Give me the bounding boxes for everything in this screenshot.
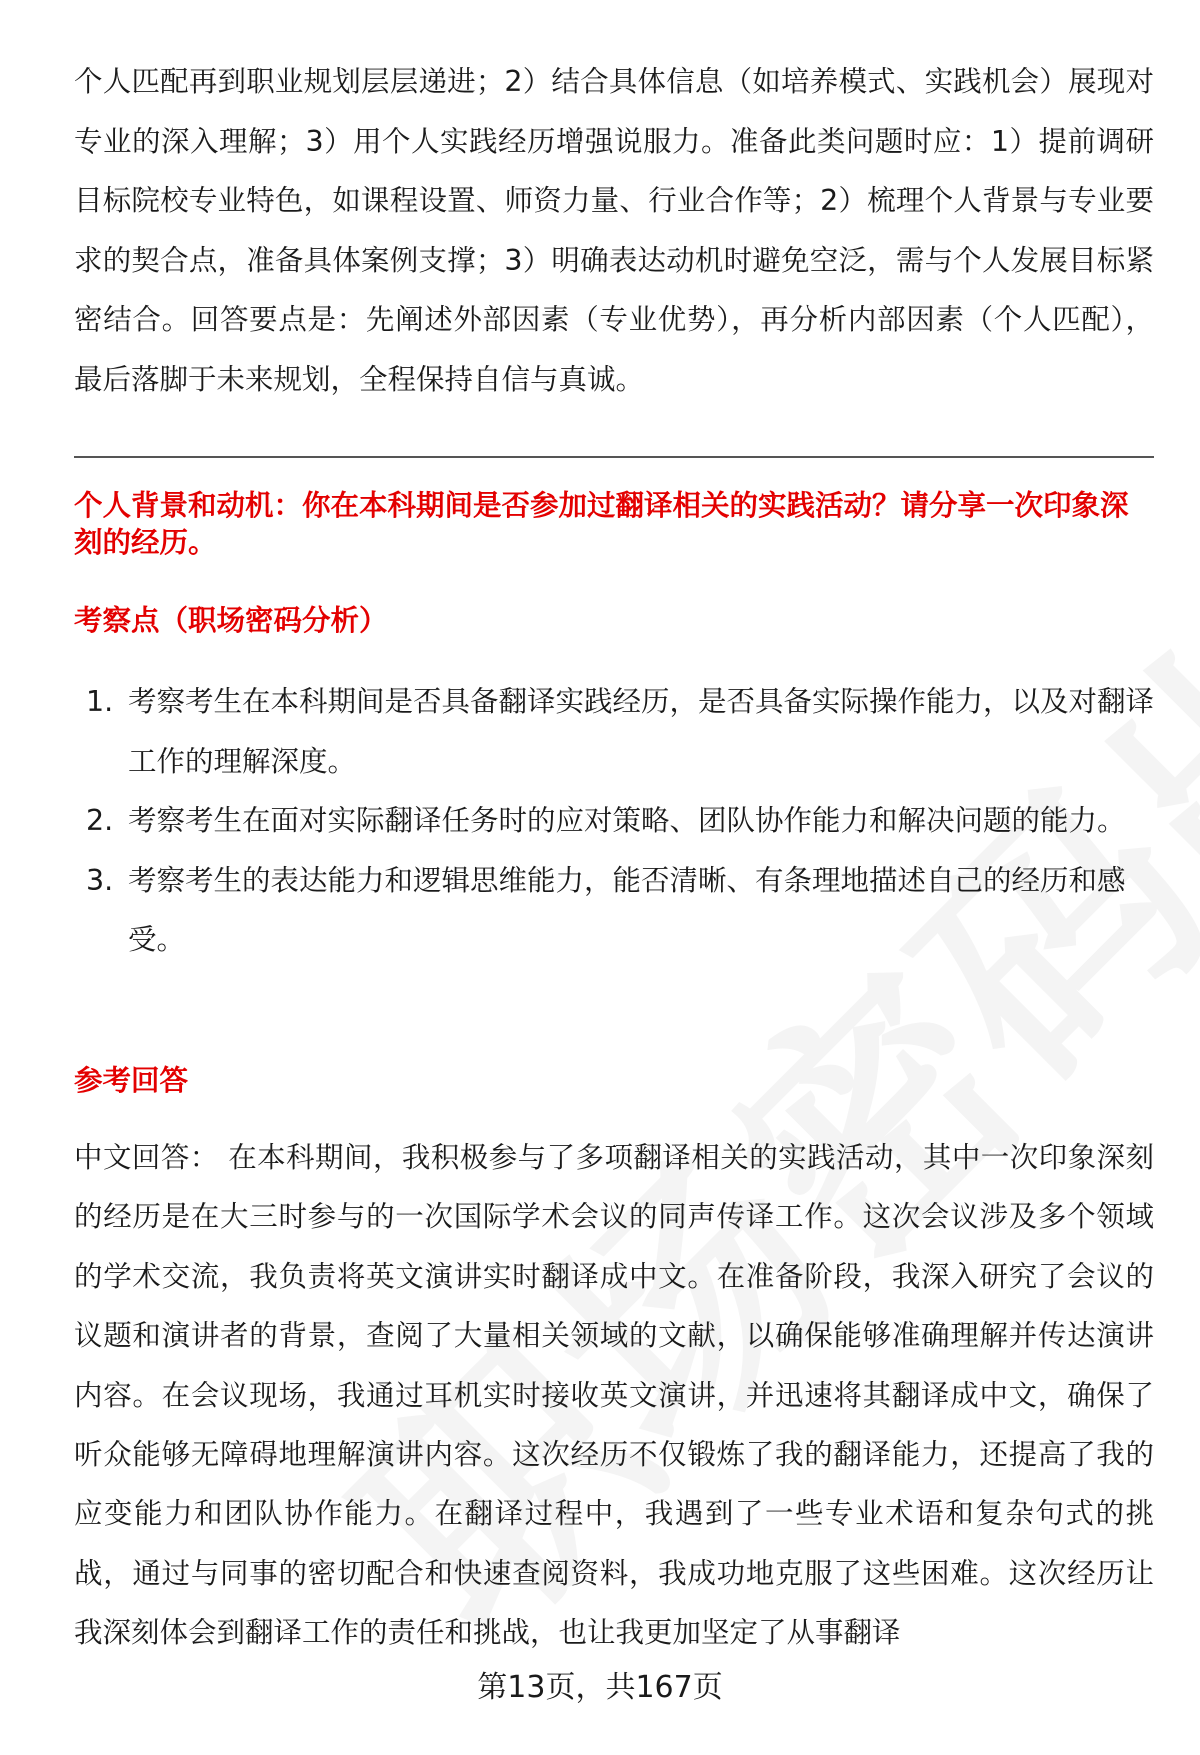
list-item-number: 3.	[86, 863, 114, 897]
list-item-text: 考察考生在本科期间是否具备翻译实践经历，是否具备实际操作能力，以及对翻译工作的理解深度。	[128, 685, 1155, 778]
exam-points-heading: 考察点（职场密码分析）	[74, 604, 388, 637]
list-item	[74, 672, 1154, 791]
list-item-number: 2.	[86, 804, 114, 838]
reference-answer-text: 中文回答： 在本科期间，我积极参与了多项翻译相关的实践活动，其中一次印象深刻的经历是在大三时参与的一次国际学术会议的同声传译工作。这次会议涉及多个领域的学术交流，我负责将英文演讲实时翻译成中文。在准备阶段，我深入研究了会议的议题和演讲者的背景，查阅了大量相关领域的文献，以确保能够准确理解并传达演讲内容。在会议现场，我通过耳机实时接收英文演讲，并迅速将其翻译成中文，确保了听众能够无障碍地理解演讲内容。这次经历不仅锻炼了我的翻译能力，还提高了我的应变能力和团队协作能力。在翻译过程中，我遇到了一些专业术语和复杂句式的挑战，通过与同事的密切配合和快速查阅资料，我成功地克服了这些困难。这次经历让我深刻体会到翻译工作的责任和挑战，也让我更加坚定了从事翻译	[74, 1141, 1154, 1650]
intro-paragraph: 个人匹配再到职业规划层层递进；2）结合具体信息（如培养模式、实践机会）展现对专业的深入理解；3）用个人实践经历增强说服力。准备此类问题时应：1）提前调研目标院校专业特色，如课程设置、师资力量、行业合作等；2）梳理个人背景与专业要求的契合点，准备具体案例支撑；3）明确表达动机时避免空泛，需与个人发展目标紧密结合。回答要点是：先阐述外部因素（专业优势），再分析内部因素（个人匹配），最后落脚于未来规划，全程保持自信与真诚。	[74, 65, 1154, 396]
list-item	[74, 791, 1154, 851]
list-item	[74, 851, 1154, 970]
list-item-text: 考察考生的表达能力和逻辑思维能力，能否清晰、有条理地描述自己的经历和感受。	[128, 863, 1126, 957]
reference-answer-heading: 参考回答	[74, 1064, 189, 1097]
question-heading: 个人背景和动机：你在本科期间是否参加过翻译相关的实践活动？请分享一次印象深刻的经历。	[74, 489, 1129, 559]
exam-points-list	[74, 672, 1154, 970]
intro-section	[74, 52, 1154, 410]
page-number-footer: 第13页，共167页	[477, 1670, 723, 1705]
list-item-text: 考察考生在面对实际翻译任务时的应对策略、团队协作能力和解决问题的能力。	[128, 804, 1126, 838]
list-item-number: 1.	[86, 685, 114, 718]
section-divider	[74, 456, 1154, 458]
